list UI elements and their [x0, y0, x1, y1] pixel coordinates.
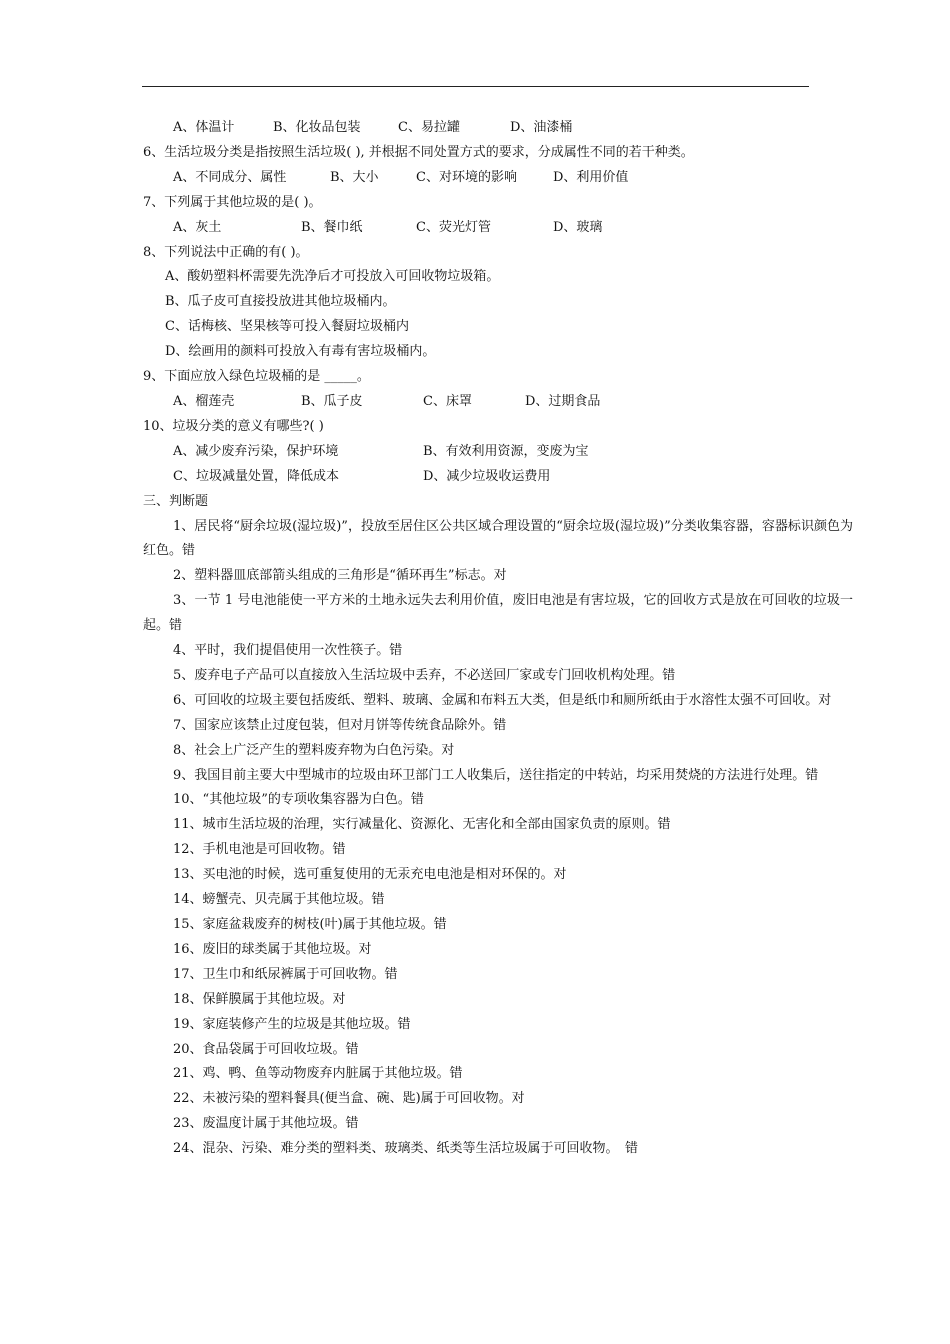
option-d: D、油漆桶	[510, 120, 573, 135]
q8-option-d: D、绘画用的颜料可投放入有毒有害垃圾桶内。	[165, 344, 436, 360]
option-d: D、过期食品	[525, 393, 601, 409]
q8-option-a: A、酸奶塑料杯需要先洗净后才可投放入可回收物垃圾箱。	[165, 269, 500, 285]
q10-options-ab	[143, 440, 853, 465]
judgment-item-1: 1、居民将“厨余垃圾(湿垃圾)”，投放至居住区公共区域合理设置的“厨余垃圾(湿垃圾)”分类收集容器，容器标识颜色为红色。错	[143, 518, 853, 559]
option-d: D、利用价值	[553, 169, 629, 185]
q9-options	[143, 390, 853, 415]
q9-text: 9、下面应放入绿色垃圾桶的是 _____。	[143, 369, 370, 385]
judgment-item-16: 16、废旧的球类属于其他垃圾。对	[173, 941, 372, 957]
judgment-item-24: 24、混杂、污染、难分类的塑料类、玻璃类、纸类等生活垃圾属于可回收物。 错	[173, 1141, 639, 1157]
judgment-item-23: 23、废温度计属于其他垃圾。错	[173, 1116, 359, 1132]
q7-text: 7、下列属于其他垃圾的是( )。	[143, 194, 322, 210]
option-b: B、有效利用资源，变废为宝	[423, 443, 589, 459]
q10-text: 10、垃圾分类的意义有哪些?( )	[143, 418, 324, 434]
judgment-item-5: 5、废弃电子产品可以直接放入生活垃圾中丢弃，不必送回厂家或专门回收机构处理。错	[173, 667, 676, 683]
judgment-item-8: 8、社会上广泛产生的塑料废弃物为白色污染。对	[173, 742, 455, 758]
judgment-item-6: 6、可回收的垃圾主要包括废纸、塑料、玻璃、金属和布料五大类，但是纸巾和厕所纸由于水溶性太强不可回收。对	[173, 692, 832, 708]
q6-text: 6、生活垃圾分类是指按照生活垃圾( ), 并根据不同处置方式的要求，分成属性不同的若干种类。	[143, 144, 694, 160]
judgment-item-7: 7、国家应该禁止过度包装，但对月饼等传统食品除外。错	[173, 717, 507, 733]
judgment-item-3: 3、一节 1 号电池能使一平方米的土地永远失去利用价值，废旧电池是有害垃圾，它的回收方式是放在可回收的垃圾一起。错	[143, 593, 853, 634]
option-d: D、玻璃	[553, 219, 603, 235]
q10-options-cd	[143, 465, 853, 490]
q5-options	[143, 116, 853, 141]
option-a: A、不同成分、属性	[173, 169, 287, 185]
option-c: C、垃圾减量处置，降低成本	[173, 468, 339, 484]
q8-option-b: B、瓜子皮可直接投放进其他垃圾桶内。	[165, 294, 396, 310]
judgment-item-22: 22、未被污染的塑料餐具(便当盒、碗、匙)属于可回收物。对	[173, 1091, 525, 1107]
judgment-item-15: 15、家庭盆栽废弃的树枝(叶)属于其他垃圾。错	[173, 917, 447, 932]
q6-options	[143, 166, 853, 191]
q8-text: 8、下列说法中正确的有( )。	[143, 244, 309, 260]
option-b: B、化妆品包装	[273, 120, 361, 135]
option-c: C、荧光灯管	[416, 219, 491, 235]
judgment-item-13: 13、买电池的时候，选可重复使用的无汞充电电池是相对环保的。对	[173, 867, 567, 883]
section-heading: 三、判断题	[143, 493, 209, 509]
judgment-item-2: 2、塑料器皿底部箭头组成的三角形是“循环再生”标志。对	[173, 568, 507, 584]
judgment-item-21: 21、鸡、鸭、鱼等动物废弃内脏属于其他垃圾。错	[173, 1066, 463, 1082]
option-a: A、体温计	[173, 120, 235, 135]
judgment-item-9: 9、我国目前主要大中型城市的垃圾由环卫部门工人收集后，送往指定的中转站，均采用焚烧的方法进行处理。错	[173, 767, 819, 783]
judgment-item-20: 20、食品袋属于可回收垃圾。错	[173, 1041, 359, 1057]
judgment-item-10: 10、“其他垃圾”的专项收集容器为白色。错	[173, 792, 424, 808]
judgment-item-11: 11、城市生活垃圾的治理，实行减量化、资源化、无害化和全部由国家负责的原则。错	[173, 817, 671, 833]
judgment-item-17: 17、卫生巾和纸尿裤属于可回收物。错	[173, 966, 398, 982]
judgment-item-18: 18、保鲜膜属于其他垃圾。对	[173, 991, 346, 1007]
option-a: A、灰土	[173, 219, 222, 235]
option-c: C、易拉罐	[398, 120, 460, 135]
judgment-item-12: 12、手机电池是可回收物。错	[173, 842, 346, 858]
document-body	[143, 116, 853, 1162]
option-b: B、大小	[330, 169, 379, 185]
judgment-item-19: 19、家庭装修产生的垃圾是其他垃圾。错	[173, 1016, 411, 1032]
option-a: A、减少废弃污染，保护环境	[173, 443, 339, 459]
q8-option-c: C、话梅核、坚果核等可投入餐厨垃圾桶内	[165, 319, 409, 335]
option-b: B、餐巾纸	[301, 219, 363, 235]
header-rule	[142, 86, 809, 87]
option-d: D、减少垃圾收运费用	[423, 468, 551, 484]
option-b: B、瓜子皮	[301, 393, 363, 409]
judgment-item-14: 14、螃蟹壳、贝壳属于其他垃圾。错	[173, 892, 385, 908]
q7-options	[143, 216, 853, 241]
option-a: A、榴莲壳	[173, 393, 235, 409]
option-c: C、对环境的影响	[416, 169, 517, 185]
judgment-item-4: 4、平时，我们提倡使用一次性筷子。错	[173, 643, 403, 659]
option-c: C、床罩	[423, 393, 472, 409]
